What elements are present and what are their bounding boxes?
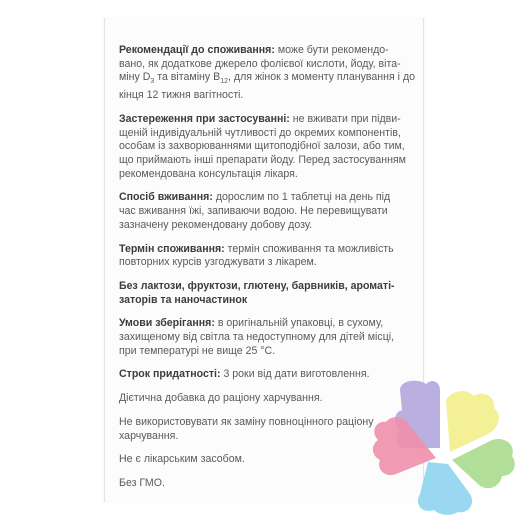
section-shelf-life: Строк придатності: 3 роки від дати виготовлення. — [119, 368, 370, 381]
section-usage: Спосіб вживання: дорослим по 1 таблетці на день під час вживання їжі, запиваючи водою. Не перевищувати зазначену рекомендовану добову дозу. — [119, 191, 391, 231]
section-free-from: Без лактози, фруктози, глютену, барвників, ароматі- заторів та наночастинок — [119, 279, 395, 306]
usage-heading: Спосіб вживання: — [119, 191, 213, 204]
storage-heading: Умови зберігання: — [119, 317, 215, 330]
section-not-replacement: Не використовувати як заміну повноцінного раціону харчування. — [119, 415, 374, 442]
section-not-medicine: Не є лікарським засобом. — [119, 453, 245, 466]
warnings-heading: Застереження при застосуванні: — [119, 112, 290, 125]
flower-petals-logo-icon — [370, 378, 518, 516]
section-gmo: Без ГМО. — [119, 476, 165, 489]
section-warnings: Застереження при застосуванні: не вживати при підви- щеній індивідуальній чутливості до окремих компонентів, особам із захворюваннями щитоподібної залози, або тим, що приймають інші препарати йоду. Перед застосуванням рекомендована консультація лікаря. — [119, 112, 406, 180]
section-supplement: Дієтична добавка до раціону харчування. — [119, 392, 323, 405]
section-recommendations: Рекомендації до споживання: може бути рекомендо- вано, як додаткове джерело фолієвої кислоти, йоду, віта- міну $D_3$ та вітаміну $B_{12}$, для жінок з моменту планування і до кінця 12 тижня вагітності. — [119, 44, 416, 102]
shelf-life-heading: Строк придатності: — [119, 368, 221, 381]
recommendations-heading: Рекомендації до споживання: — [119, 44, 275, 56]
section-storage: Умови зберігання: в оригінальній упаковці, в сухому, захищеному від світла та недоступному для дітей місці, при температурі не вище 25 °С. — [119, 317, 395, 357]
section-term: Термін споживання: термін споживання та можливість повторних курсів узгоджувати з лікарем. — [119, 242, 394, 269]
term-heading: Термін споживання: — [119, 242, 225, 255]
